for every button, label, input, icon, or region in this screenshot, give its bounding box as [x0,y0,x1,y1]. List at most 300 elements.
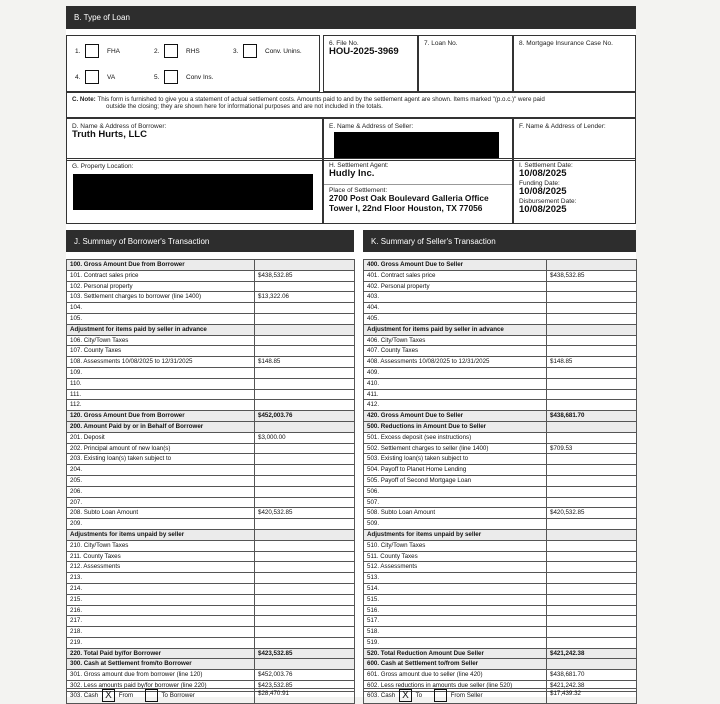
seller-line-item [364,659,637,670]
section-b-header [66,6,636,29]
borrower-cash-value: $28,470.91 [255,689,355,704]
borrower-summary-title: J. Summary of Borrower's Transaction [74,236,210,246]
line-item-amount: $421,242.38 [547,648,637,659]
line-item-amount [547,432,637,443]
line-item-amount [255,421,355,432]
borrower-line-item [67,486,355,497]
borrower-line-item [67,411,355,422]
line-item-amount [547,465,637,476]
borrower-cash-row [66,688,355,704]
seller-line-item [364,454,637,465]
line-item-amount [255,497,355,508]
line-item-amount [547,659,637,670]
line-item-amount [255,281,355,292]
seller-line-item [364,378,637,389]
line-item-amount [547,346,637,357]
line-item-label: 107. County Taxes [67,346,255,357]
line-item-label: Adjustments for items unpaid by seller [364,529,547,540]
borrower-line-item [67,508,355,519]
borrower-box [66,118,323,161]
borrower-line-item [67,335,355,346]
line-item-label: 219. [67,637,255,648]
line-item-amount [547,475,637,486]
line-item-label: 507. [364,497,547,508]
note-box [66,92,636,118]
disbursement-date-label: Disbursement Date: [519,197,577,205]
line-item-label: 111. [67,389,255,400]
seller-label: E. Name & Address of Seller: [329,123,414,130]
seller-line-item [364,497,637,508]
seller-line-item [364,357,637,368]
seller-line-item [364,551,637,562]
line-item-label: 104. [67,303,255,314]
line-item-amount [547,551,637,562]
seller-line-item [364,616,637,627]
seller-line-item [364,637,637,648]
line-item-label: 203. Existing loan(s) taken subject to [67,454,255,465]
settlement-date-label: I. Settlement Date: [519,162,573,169]
borrower-summary-header [66,230,354,252]
borrower-line-item [67,432,355,443]
line-item-amount [547,529,637,540]
seller-line-item [364,367,637,378]
dates-box [513,158,636,224]
borrower-cash-to-checkbox[interactable] [145,689,158,702]
line-item-amount [547,616,637,627]
line-item-label: 519. [364,637,547,648]
line-item-label: 402. Personal property [364,281,547,292]
line-item-amount: $423,532.85 [255,648,355,659]
conv-unins-checkbox[interactable] [243,44,257,58]
borrower-line-item [67,281,355,292]
line-item-label: 112. [67,400,255,411]
line-item-amount [255,313,355,324]
line-item-amount [255,605,355,616]
line-item-label: 503. Existing loan(s) taken subject to [364,454,547,465]
borrower-line-item [67,583,355,594]
borrower-line-item [67,260,355,271]
line-item-amount [255,475,355,486]
line-item-amount [547,281,637,292]
line-item-label: 407. County Taxes [364,346,547,357]
seller-line-item [364,281,637,292]
line-item-label: 100. Gross Amount Due from Borrower [67,260,255,271]
borrower-line-item [67,367,355,378]
loan-type-num: 1. [75,48,81,55]
line-item-amount: $420,532.85 [547,508,637,519]
seller-line-item [364,324,637,335]
seller-line-item [364,270,637,281]
line-item-amount [547,573,637,584]
disbursement-date: 10/08/2025 [519,204,567,216]
line-item-label: 404. [364,303,547,314]
borrower-line-item [67,637,355,648]
line-item-label: 213. [67,573,255,584]
settlement-date: 10/08/2025 [519,168,567,180]
seller-line-item [364,411,637,422]
borrower-name: Truth Hurts, LLC [72,129,147,141]
property-box [66,158,323,224]
line-item-label: 208. Subto Loan Amount [67,508,255,519]
line-item-label: 515. [364,594,547,605]
borrower-cash-from-checkbox[interactable]: X [102,689,115,702]
line-item-amount [547,519,637,530]
seller-line-item [364,346,637,357]
line-item-label: 209. [67,519,255,530]
line-item-label: 508. Subto Loan Amount [364,508,547,519]
borrower-line-item [67,594,355,605]
borrower-line-item [67,670,355,681]
seller-line-item [364,529,637,540]
line-item-amount: $420,532.85 [255,508,355,519]
seller-line-item [364,443,637,454]
note-text-1: This form is furnished to give you a statement of actual settlement costs. Amounts paid to and by the settlement agent are shown. Items marked "(p.o.c.)" were paid [97,96,545,103]
place-label: Place of Settlement: [329,186,388,194]
line-item-label: 205. [67,475,255,486]
line-item-label: 301. Gross amount due from borrower (line 120) [67,670,255,681]
line-item-label: 501. Excess deposit (see instructions) [364,432,547,443]
line-item-label: 509. [364,519,547,530]
borrower-line-item [67,616,355,627]
borrower-line-item [67,292,355,303]
line-item-amount [255,562,355,573]
seller-line-item [364,627,637,638]
line-item-amount [255,551,355,562]
loan-type-box [66,35,320,92]
line-item-amount: $438,681.70 [547,670,637,681]
line-item-label: 405. [364,313,547,324]
line-item-label: 120. Gross Amount Due from Borrower [67,411,255,422]
line-item-amount [255,594,355,605]
line-item-label: 202. Principal amount of new loan(s) [67,443,255,454]
borrower-line-item [67,519,355,530]
line-item-amount: $423,532.85 [255,681,355,692]
line-item-amount [547,292,637,303]
seller-cash-from-checkbox[interactable] [434,689,447,702]
line-item-amount: $438,681.70 [547,411,637,422]
line-item-amount [255,486,355,497]
line-item-label: 520. Total Reduction Amount Due Seller [364,648,547,659]
line-item-label: 216. [67,605,255,616]
borrower-line-item [67,551,355,562]
borrower-line-item [67,421,355,432]
line-item-amount [255,465,355,476]
line-item-label: 408. Assessments 10/08/2025 to 12/31/2025 [364,357,547,368]
line-item-label: 411. [364,389,547,400]
line-item-amount [547,627,637,638]
agent-box [323,158,513,224]
line-item-amount [255,443,355,454]
line-item-amount [547,497,637,508]
line-item-label: 215. [67,594,255,605]
borrower-line-item [67,346,355,357]
borrower-label: D. Name & Address of Borrower: [72,123,167,130]
line-item-amount [255,389,355,400]
line-item-amount [547,454,637,465]
line-item-label: 512. Assessments [364,562,547,573]
line-item-amount: $709.53 [547,443,637,454]
line-item-label: 110. [67,378,255,389]
borrower-line-item [67,389,355,400]
seller-summary-table [363,259,637,692]
line-item-label: 220. Total Paid by/for Borrower [67,648,255,659]
seller-redaction [334,132,499,159]
line-item-amount: $13,322.06 [255,292,355,303]
line-item-label: 102. Personal property [67,281,255,292]
borrower-line-item [67,573,355,584]
loan-type-num: 2. [154,48,160,55]
line-item-amount [255,540,355,551]
line-item-label: 602. Less reductions in amounts due seller (line 520) [364,681,547,692]
va-checkbox[interactable] [85,70,99,84]
line-item-label: 218. [67,627,255,638]
seller-line-item [364,508,637,519]
line-item-label: 204. [67,465,255,476]
line-item-label: 514. [364,583,547,594]
borrower-line-item [67,324,355,335]
line-item-amount [547,260,637,271]
borrower-line-item [67,357,355,368]
borrower-line-item [67,475,355,486]
line-item-label: 409. [364,367,547,378]
borrower-line-item [67,648,355,659]
seller-line-item [364,486,637,497]
line-item-amount [255,400,355,411]
agent-label: H. Settlement Agent: [329,162,389,169]
line-item-label: 504. Payoff to Planet Home Lending [364,465,547,476]
line-item-label: 500. Reductions in Amount Due to Seller [364,421,547,432]
mic-label: 8. Mortgage Insurance Case No. [519,40,613,47]
loan-type-num: 5. [154,74,160,81]
line-item-amount [255,454,355,465]
line-item-label: 403. [364,292,547,303]
borrower-cash-to-label: To Borrower [161,692,195,700]
va-label: VA [107,74,116,81]
conv-ins-checkbox[interactable] [164,70,178,84]
line-item-label: 106. City/Town Taxes [67,335,255,346]
seller-summary-header [363,230,636,252]
line-item-amount [547,389,637,400]
borrower-line-item [67,605,355,616]
seller-line-item [364,313,637,324]
line-item-label: 600. Cash at Settlement to/from Seller [364,659,547,670]
seller-line-item [364,519,637,530]
section-b-title: B. Type of Loan [74,13,130,22]
borrower-line-item [67,400,355,411]
line-item-amount [255,573,355,584]
line-item-label: 410. [364,378,547,389]
seller-line-item [364,335,637,346]
borrower-line-item [67,497,355,508]
seller-line-item [364,421,637,432]
line-item-label: 201. Deposit [67,432,255,443]
line-item-amount [547,583,637,594]
line-item-amount [547,378,637,389]
line-item-label: 212. Assessments [67,562,255,573]
line-item-amount: $148.85 [547,357,637,368]
line-item-label: 518. [364,627,547,638]
line-item-amount [255,260,355,271]
borrower-line-item [67,659,355,670]
place-line-2: Tower I, 22nd Floor Houston, TX 77056 [329,202,483,213]
borrower-line-item [67,378,355,389]
seller-cash-label: 603. Cash [367,692,396,700]
funding-date-label: Funding Date: [519,179,560,187]
line-item-label: 510. City/Town Taxes [364,540,547,551]
settlement-statement [66,6,636,701]
seller-line-item [364,389,637,400]
loan-type-num: 4. [75,74,81,81]
line-item-amount [255,637,355,648]
rhs-label: RHS [186,48,200,55]
rhs-checkbox[interactable] [164,44,178,58]
borrower-line-item [67,627,355,638]
seller-cash-from-label: From Seller [450,692,483,700]
line-item-label: 420. Gross Amount Due to Seller [364,411,547,422]
line-item-amount [547,605,637,616]
line-item-label: 412. [364,400,547,411]
fha-checkbox[interactable] [85,44,99,58]
line-item-amount: $452,003.76 [255,670,355,681]
borrower-cash-from-label: From [118,692,134,700]
line-item-amount [547,594,637,605]
seller-line-item [364,583,637,594]
seller-cash-to-label: To [415,692,423,700]
line-item-label: 109. [67,367,255,378]
line-item-label: 101. Contract sales price [67,270,255,281]
seller-box [323,118,513,161]
line-item-amount [255,378,355,389]
line-item-amount [255,616,355,627]
borrower-cash-label: 303. Cash [70,692,99,700]
line-item-label: 211. County Taxes [67,551,255,562]
line-item-label: 210. City/Town Taxes [67,540,255,551]
line-item-label: 516. [364,605,547,616]
line-item-label: 511. County Taxes [364,551,547,562]
line-item-label: 505. Payoff of Second Mortgage Loan [364,475,547,486]
file-no-value: HOU-2025-3969 [329,46,399,58]
property-label: G. Property Location: [72,163,134,170]
note-text-2: outside the closing; they are shown here for informational purposes and are not included in the totals. [106,103,383,111]
line-item-label: 502. Settlement charges to seller (line 1400) [364,443,547,454]
line-item-label: Adjustment for items paid by seller in advance [67,324,255,335]
seller-line-item [364,594,637,605]
line-item-amount: $3,000.00 [255,432,355,443]
file-no-box [323,35,418,92]
line-item-amount [547,486,637,497]
line-item-amount [547,303,637,314]
lender-label: F. Name & Address of Lender: [519,123,606,130]
line-item-label: Adjustment for items paid by seller in advance [364,324,547,335]
line-item-amount [255,659,355,670]
line-item-amount [255,335,355,346]
seller-cash-value: $17,439.32 [547,689,637,704]
lender-box [513,118,636,161]
borrower-line-item [67,443,355,454]
line-item-amount [255,303,355,314]
line-item-label: 103. Settlement charges to borrower (line 1400) [67,292,255,303]
line-item-label: 217. [67,616,255,627]
seller-line-item [364,465,637,476]
line-item-label: 108. Assessments 10/08/2025 to 12/31/2025 [67,357,255,368]
line-item-amount: $452,003.76 [255,411,355,422]
line-item-amount: $421,242.38 [547,681,637,692]
line-item-amount [547,324,637,335]
seller-line-item [364,648,637,659]
seller-cash-to-checkbox[interactable]: X [399,689,412,702]
line-item-label: 400. Gross Amount Due to Seller [364,260,547,271]
seller-line-item [364,562,637,573]
loan-no-label: 7. Loan No. [424,40,458,47]
seller-line-item [364,292,637,303]
conv-ins-label: Conv Ins. [186,74,214,81]
seller-line-item [364,475,637,486]
line-item-amount [547,421,637,432]
seller-line-item [364,605,637,616]
line-item-label: 406. City/Town Taxes [364,335,547,346]
line-item-label: 601. Gross amount due to seller (line 420) [364,670,547,681]
line-item-amount [255,346,355,357]
borrower-summary-table [66,259,355,692]
borrower-line-item [67,303,355,314]
seller-line-item [364,432,637,443]
seller-line-item [364,573,637,584]
line-item-label: 300. Cash at Settlement from/to Borrower [67,659,255,670]
seller-line-item [364,303,637,314]
line-item-amount [255,583,355,594]
line-item-label: 105. [67,313,255,324]
line-item-amount [255,519,355,530]
line-item-amount [547,400,637,411]
loan-type-num: 3. [233,48,239,55]
seller-summary-title: K. Summary of Seller's Transaction [371,236,496,246]
borrower-line-item [67,454,355,465]
line-item-amount: $438,532.85 [547,270,637,281]
line-item-label: 517. [364,616,547,627]
seller-line-item [364,670,637,681]
line-item-amount [547,367,637,378]
line-item-amount [547,637,637,648]
seller-cash-row [363,688,637,704]
fha-label: FHA [107,48,120,55]
line-item-label: 401. Contract sales price [364,270,547,281]
seller-line-item [364,400,637,411]
line-item-label: 506. [364,486,547,497]
line-item-label: 513. [364,573,547,584]
line-item-amount [255,324,355,335]
line-item-label: 206. [67,486,255,497]
mic-box [513,35,636,92]
line-item-amount [255,529,355,540]
seller-line-item [364,540,637,551]
line-item-amount [547,562,637,573]
borrower-line-item [67,313,355,324]
line-item-label: 200. Amount Paid by or in Behalf of Borrower [67,421,255,432]
note-label: C. Note: [72,96,96,103]
borrower-line-item [67,540,355,551]
borrower-line-item [67,465,355,476]
line-item-amount [255,627,355,638]
file-no-label: 6. File No. [329,40,359,47]
line-item-amount [547,335,637,346]
borrower-line-item [67,529,355,540]
borrower-line-item [67,270,355,281]
agent-name: Hudly Inc. [329,168,375,180]
conv-unins-label: Conv. Unins. [265,48,302,55]
loan-no-box [418,35,513,92]
funding-date: 10/08/2025 [519,186,567,198]
seller-line-item [364,260,637,271]
